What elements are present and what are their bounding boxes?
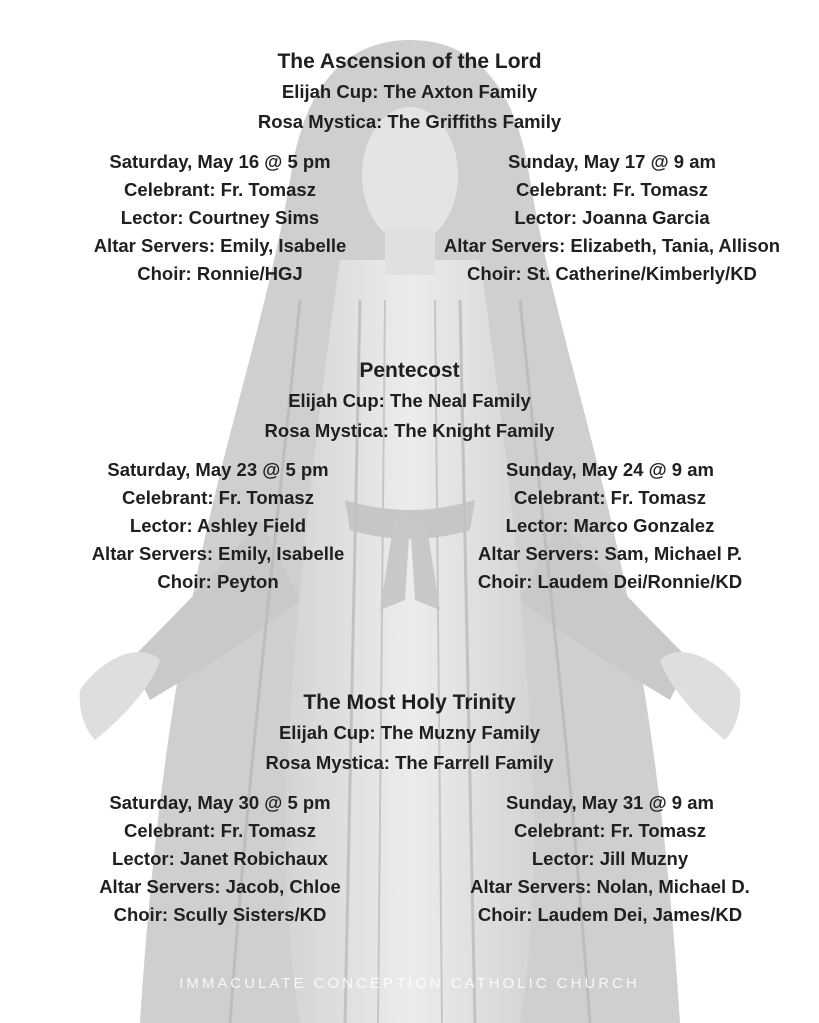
church-name-footer: IMMACULATE CONCEPTION CATHOLIC CHURCH — [179, 975, 640, 992]
celebrant: Celebrant: Fr. Tomasz — [516, 179, 708, 200]
lector: Lector: Courtney Sims — [120, 207, 320, 228]
lector: Lector: Janet Robichaux — [112, 848, 328, 869]
choir: Choir: Ronnie/HGJ — [137, 263, 303, 284]
sunday-mass-block — [412, 148, 812, 288]
feast-section-trinity — [0, 688, 819, 925]
elijah-cup-line: Elijah Cup: The Neal Family — [288, 390, 531, 411]
lector: Lector: Ashley Field — [129, 515, 307, 536]
mass-datetime: Sunday, May 31 @ 9 am — [506, 792, 714, 813]
feast-section-pentecost — [0, 356, 819, 592]
celebrant: Celebrant: Fr. Tomasz — [122, 487, 314, 508]
sunday-mass-block — [420, 789, 800, 929]
rosa-mystica-line: Rosa Mystica: The Farrell Family — [265, 752, 554, 773]
choir: Choir: St. Catherine/Kimberly/KD — [467, 263, 757, 284]
rosa-mystica-line: Rosa Mystica: The Griffiths Family — [257, 111, 562, 132]
mass-datetime: Saturday, May 30 @ 5 pm — [109, 792, 331, 813]
feast-title: Pentecost — [359, 359, 460, 382]
mass-datetime: Sunday, May 17 @ 9 am — [508, 151, 716, 172]
altar-servers: Altar Servers: Sam, Michael P. — [478, 543, 742, 564]
altar-servers: Altar Servers: Nolan, Michael D. — [470, 876, 750, 897]
choir: Choir: Laudem Dei, James/KD — [477, 904, 743, 925]
lector: Lector: Jill Muzny — [531, 848, 689, 869]
saturday-mass-block — [50, 148, 390, 288]
celebrant: Celebrant: Fr. Tomasz — [124, 179, 316, 200]
choir: Choir: Laudem Dei/Ronnie/KD — [477, 571, 743, 592]
feast-title: The Ascension of the Lord — [277, 50, 542, 73]
rosa-mystica-line: Rosa Mystica: The Knight Family — [264, 420, 555, 441]
mass-datetime: Saturday, May 16 @ 5 pm — [109, 151, 331, 172]
feast-title: The Most Holy Trinity — [303, 691, 516, 714]
saturday-mass-block — [50, 789, 390, 929]
mass-datetime: Sunday, May 24 @ 9 am — [506, 459, 714, 480]
elijah-cup-line: Elijah Cup: The Muzny Family — [278, 722, 541, 743]
altar-servers: Altar Servers: Jacob, Chloe — [99, 876, 341, 897]
altar-servers: Altar Servers: Elizabeth, Tania, Allison — [443, 235, 781, 256]
altar-servers: Altar Servers: Emily, Isabelle — [93, 235, 347, 256]
lector: Lector: Joanna Garcia — [514, 207, 710, 228]
elijah-cup-line: Elijah Cup: The Axton Family — [281, 81, 538, 102]
altar-servers: Altar Servers: Emily, Isabelle — [91, 543, 345, 564]
sunday-mass-block — [420, 456, 800, 596]
celebrant: Celebrant: Fr. Tomasz — [514, 487, 706, 508]
lector: Lector: Marco Gonzalez — [505, 515, 715, 536]
saturday-mass-block — [48, 456, 388, 596]
celebrant: Celebrant: Fr. Tomasz — [124, 820, 316, 841]
feast-section-ascension — [0, 47, 819, 284]
mass-datetime: Saturday, May 23 @ 5 pm — [107, 459, 329, 480]
celebrant: Celebrant: Fr. Tomasz — [514, 820, 706, 841]
choir: Choir: Scully Sisters/KD — [113, 904, 327, 925]
choir: Choir: Peyton — [157, 571, 279, 592]
